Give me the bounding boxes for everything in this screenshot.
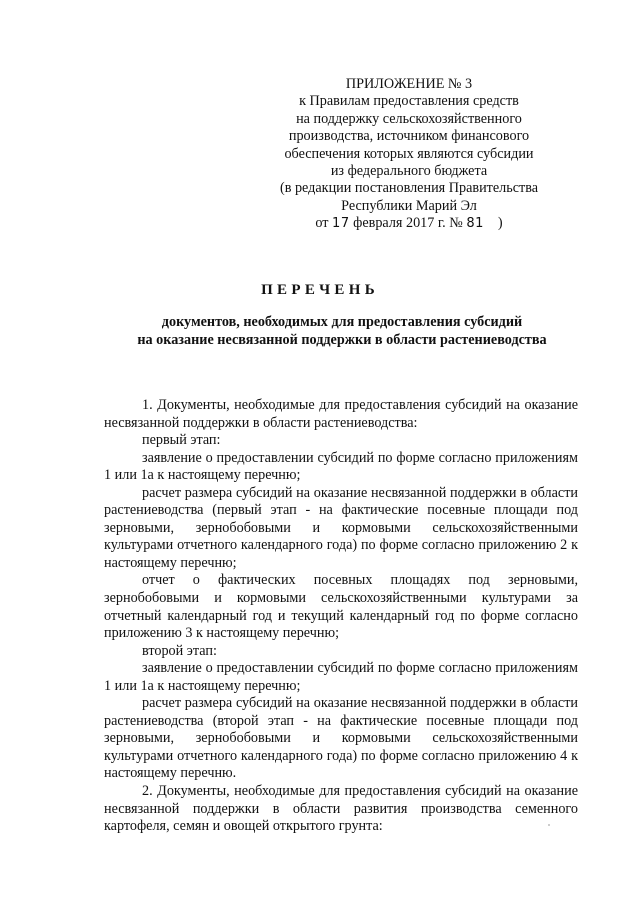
scan-speck: [548, 824, 550, 826]
appendix-line: обеспечения которых являются субсидии: [284, 145, 534, 162]
appendix-line: производства, источником финансового: [288, 128, 530, 145]
date-day: 17: [332, 216, 350, 232]
subtitle-line: на оказание несвязанной поддержки в области растениеводства: [137, 331, 547, 348]
list-item: расчет размера субсидий на оказание несвязанной поддержки в области растениеводства (первый этап - на фактические посевные площади под зерновыми, зернобобовыми и кормовыми сельскохозяйственными культурами отчетного календарного года) по форме согласно приложению 2 к настоящему перечню;: [104, 484, 578, 571]
document-title: ПЕРЕЧЕНЬ: [261, 282, 379, 298]
appendix-number: ПРИЛОЖЕНИЕ № 3: [345, 76, 473, 92]
date-number: 81: [466, 216, 484, 232]
document-body: [104, 397, 578, 836]
subtitle-line: документов, необходимых для предоставления субсидий: [161, 314, 523, 330]
date-prefix: от: [315, 215, 329, 232]
appendix-line: на поддержку сельскохозяйственного: [296, 110, 522, 127]
appendix-line: к Правилам предоставления средств: [299, 93, 519, 110]
stage-heading: второй этап:: [142, 642, 217, 659]
list-item: заявление о предоставлении субсидий по форме согласно приложениям 1 или 1а к настоящему перечню;: [104, 449, 578, 484]
list-item: расчет размера субсидий на оказание несвязанной поддержки в области растениеводства (второй этап - на фактические посевные площади под зерновыми, зернобобовыми и кормовыми сельскохозяйственными культурами отчетного календарного года) по форме согласно приложению 4 к настоящему перечню.: [104, 695, 578, 782]
appendix-line: (в редакции постановления Правительства: [279, 180, 539, 197]
list-item: заявление о предоставлении субсидий по форме согласно приложениям 1 или 1а к настоящему перечню;: [104, 660, 578, 694]
section-1-paragraph: 1. Документы, необходимые для предоставления субсидий на оказание несвязанной поддержки в области растениеводства:: [104, 397, 578, 431]
appendix-line: из федерального бюджета: [330, 163, 488, 180]
appendix-line: Республики Марий Эл: [341, 197, 477, 214]
date-text: февраля 2017 г. №: [353, 215, 463, 232]
list-item: отчет о фактических посевных площадях под зерновыми, зернобобовыми и кормовыми сельскохозяйственными культурами за отчетный календарный год и текущий календарный год по форме согласно приложению 3 к настоящему перечню;: [104, 572, 578, 642]
stage-heading: первый этап:: [142, 432, 221, 449]
document-subtitle: [0, 314, 640, 349]
date-close: ): [497, 215, 503, 232]
appendix-date-line: [278, 215, 540, 232]
section-2-paragraph: 2. Документы, необходимые для предоставления субсидий на оказание несвязанной поддержки в области развития производства семенного картофеля, семян и овощей открытого грунта:: [104, 783, 578, 835]
appendix-header: [278, 76, 540, 233]
